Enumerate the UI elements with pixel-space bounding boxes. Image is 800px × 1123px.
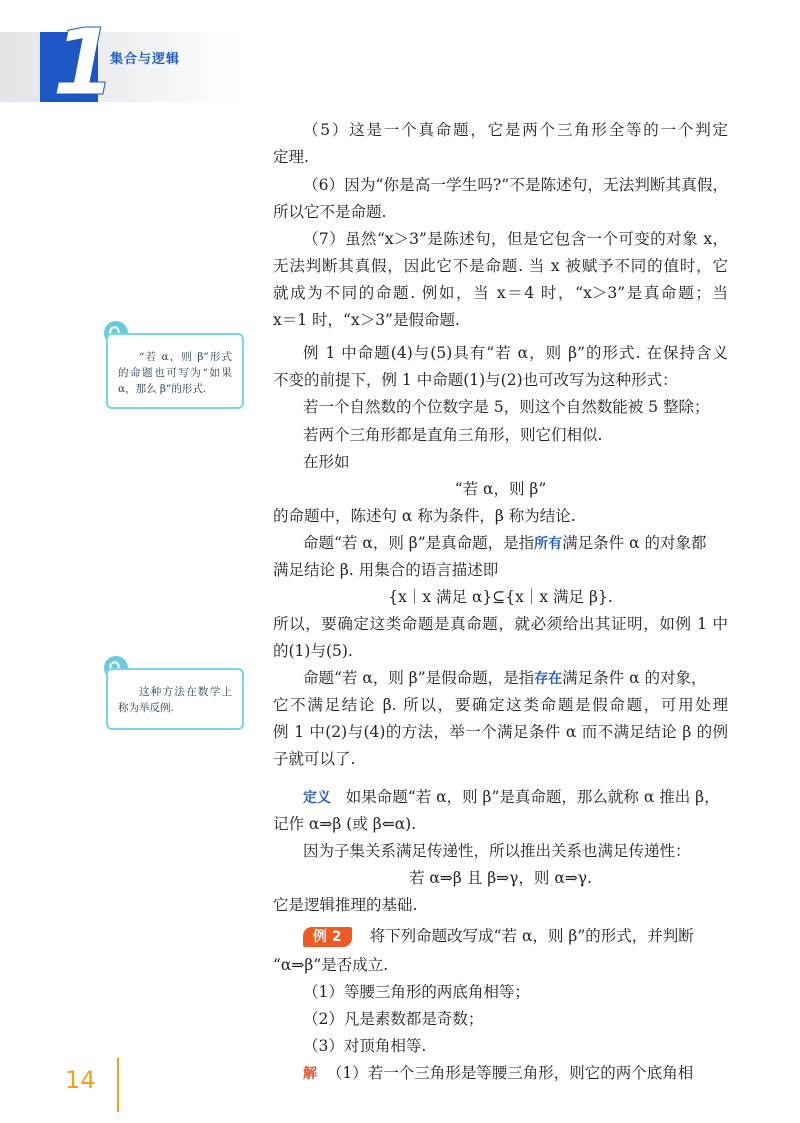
text-line: 例 1 中命题(4)与(5)具有“若 α，则 β”的形式. 在保持含义	[303, 344, 728, 362]
text-line: （6）因为“你是高一学生吗?”不是陈述句，无法判断其真假，	[303, 176, 728, 194]
solution-line	[303, 1062, 693, 1085]
side-note-text: 这种方法在数学上称为举反例.	[118, 686, 232, 714]
text-line: 的(1)与(5).	[273, 642, 353, 660]
text-line: 例 1 中(2)与(4)的方法，举一个满足条件 α 而不满足结论 β 的例	[273, 723, 728, 741]
text-line: 若两个三角形都是直角三角形，则它们相似.	[303, 426, 603, 444]
page-number-divider	[117, 1058, 119, 1112]
text-line: 若一个自然数的个位数字是 5，则这个自然数能被 5 整除；	[303, 398, 710, 416]
side-note-if-then	[106, 333, 244, 409]
chapter-header-band	[0, 32, 238, 102]
side-note-counterexample	[106, 668, 244, 730]
text-line: （1）等腰三角形的两底角相等；	[303, 983, 530, 1001]
text-line	[303, 532, 706, 555]
chapter-title: 集合与逻辑	[110, 52, 181, 67]
solution-label: 解	[303, 1066, 317, 1082]
text-line: 因为子集关系满足传递性，所以推出关系也满足传递性：	[303, 842, 691, 860]
text-line: 就成为不同的命题. 例如，当 x＝4 时，“x＞3”是真命题；当	[273, 284, 728, 302]
text-line: 记作 α⇒β (或 β⇐α).	[273, 815, 417, 833]
chapter-number: 1	[52, 9, 117, 116]
text-line: x＝1 时，“x＞3”是假命题.	[273, 311, 460, 329]
text-line: 满足结论 β. 用集合的语言描述即	[273, 561, 499, 579]
text-line: 的命题中，陈述句 α 称为条件，β 称为结论.	[273, 507, 576, 525]
formula-line: 若 α⇒β 且 β⇒γ，则 α⇒γ.	[409, 869, 592, 887]
text-line: （2）凡是素数都是奇数；	[303, 1010, 484, 1028]
definition-line	[303, 786, 720, 809]
text-line: 在形如	[303, 453, 350, 471]
keyword-all: 所有	[534, 536, 563, 552]
text-segment: 如果命题“若 α，则 β”是真命题，那么就称 α 推出 β，	[345, 788, 720, 806]
text-line: （7）虽然“x＞3”是陈述句，但是它包含一个可变的对象 x，	[303, 230, 728, 248]
text-segment: 将下列命题改写成“若 α，则 β”的形式，并判断	[369, 927, 694, 945]
example-badge: 例 2	[303, 927, 352, 947]
page-number: 14	[65, 1066, 96, 1094]
text-line: （5）这是一个真命题，它是两个三角形全等的一个判定	[303, 121, 728, 139]
text-segment: 命题“若 α，则 β”是假命题，是指	[303, 669, 535, 687]
text-line: 它不满足结论 β. 所以，要确定这类命题是假命题，可用处理	[273, 696, 728, 714]
text-line: 定理.	[273, 148, 309, 166]
text-line: “α⇒β”是否成立.	[273, 956, 389, 974]
text-line	[303, 667, 706, 690]
text-line: 所以，要确定这类命题是真命题，就必须给出其证明，如例 1 中	[273, 615, 728, 633]
text-segment: 命题“若 α，则 β”是真命题，是指	[303, 534, 535, 552]
side-note-text: “若 α，则 β”形式的命题也可写为“如果 α，那么 β”的形式.	[118, 351, 232, 395]
example-line	[303, 925, 694, 947]
text-line: 无法判断其真假，因此它不是命题. 当 x 被赋予不同的值时，它	[273, 257, 728, 275]
keyword-exists: 存在	[534, 671, 563, 687]
text-segment: （1）若一个三角形是等腰三角形，则它的两个底角相	[326, 1064, 694, 1082]
text-line: 它是逻辑推理的基础.	[273, 896, 418, 914]
formula-line: {x｜x 满足 α}⊆{x｜x 满足 β}.	[388, 588, 613, 606]
definition-label: 定义	[303, 790, 331, 806]
formula-line: “若 α，则 β”	[454, 480, 547, 498]
text-segment: 满足条件 α 的对象都	[562, 534, 707, 552]
text-line: （3）对顶角相等.	[303, 1037, 427, 1055]
text-line: 子就可以了.	[273, 750, 356, 768]
text-line: 不变的前提下，例 1 中命题(1)与(2)也可改写为这种形式：	[273, 371, 678, 389]
text-segment: 满足条件 α 的对象，	[562, 669, 707, 687]
text-line: 所以它不是命题.	[273, 203, 387, 221]
